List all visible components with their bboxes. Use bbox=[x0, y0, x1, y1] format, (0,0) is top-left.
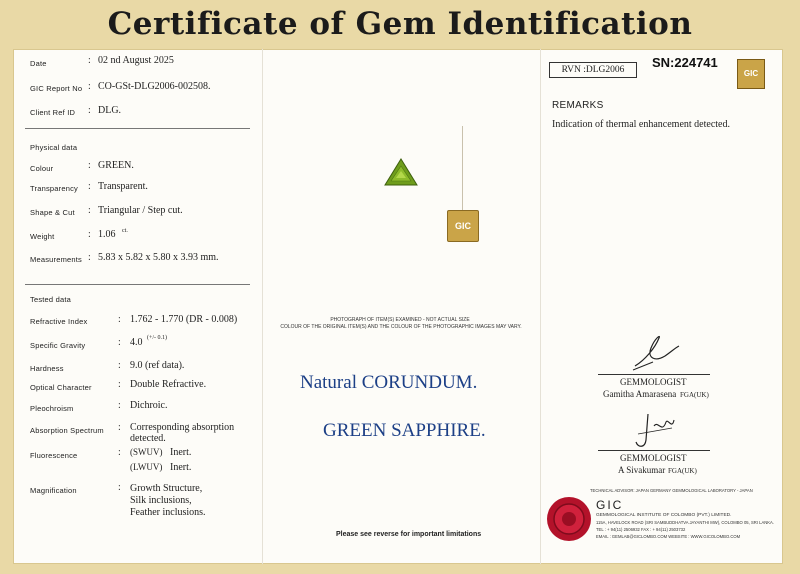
colon: : bbox=[118, 482, 121, 493]
client-ref-value: DLG. bbox=[98, 105, 122, 116]
colon: : bbox=[88, 205, 91, 216]
absorption-value-line1: Corresponding absorption bbox=[130, 422, 235, 433]
magnification-value-line2: Silk inclusions, bbox=[130, 495, 192, 506]
signature-line-2 bbox=[598, 450, 710, 451]
sg-tolerance: (+/- 0.1) bbox=[147, 335, 168, 341]
physical-heading: Physical data bbox=[30, 143, 78, 152]
remarks-text: Indication of thermal enhancement detected. bbox=[552, 119, 730, 130]
colon: : bbox=[88, 81, 91, 92]
transparency-label: Transparency bbox=[30, 184, 78, 193]
colour-value: GREEN. bbox=[98, 160, 134, 171]
lwuv-label: (LWUV) bbox=[130, 462, 163, 472]
transparency-value: Transparent. bbox=[98, 181, 148, 192]
photo-note-line2: COLOUR OF THE ORIGINAL ITEM(S) AND THE COLOUR OF THE PHOTOGRAPHIC IMAGES MAY VARY. bbox=[280, 324, 522, 330]
colon: : bbox=[88, 160, 91, 171]
fold-line-right bbox=[540, 49, 541, 564]
photo-note-line1: PHOTOGRAPH OF ITEM(S) EXAMINED - NOT ACTUAL SIZE bbox=[330, 317, 470, 323]
rvn-box: RVN :DLG2006 bbox=[549, 62, 637, 78]
result-variety: GREEN SAPPHIRE. bbox=[323, 420, 486, 441]
fold-line-left bbox=[262, 49, 263, 564]
measurements-label: Measurements bbox=[30, 255, 83, 264]
colon: : bbox=[88, 105, 91, 116]
measurements-value: 5.83 x 5.82 x 5.80 x 3.93 mm. bbox=[98, 252, 219, 263]
pleochroism-value: Dichroic. bbox=[130, 400, 168, 411]
hardness-value: 9.0 (ref data). bbox=[130, 360, 185, 371]
wax-seal bbox=[545, 495, 593, 543]
optical-value: Double Refractive. bbox=[130, 379, 207, 390]
sg-label: Specific Gravity bbox=[30, 341, 86, 350]
org-name: GEMMOLOGICAL INSTITUTE OF COLOMBO (PVT.) LIMITED. bbox=[596, 513, 732, 518]
swuv-value: Inert. bbox=[170, 447, 192, 458]
gemmologist-2-title: GEMMOLOGIST bbox=[620, 453, 687, 463]
magnification-value-line1: Growth Structure, bbox=[130, 483, 203, 494]
fluorescence-label: Fluorescence bbox=[30, 451, 78, 460]
gic-logo: GIC bbox=[737, 59, 765, 89]
org-email-website: EMAIL : GEMLAB@GICLOMBO.COM WEBSITE : WWW.GICOLOMBO.COM bbox=[596, 534, 741, 539]
lwuv-value: Inert. bbox=[170, 462, 192, 473]
gemmologist-1-credential: FGA(UK) bbox=[680, 391, 709, 399]
sg-value: 4.0 bbox=[130, 337, 143, 348]
magnification-value-line3: Feather inclusions. bbox=[130, 507, 206, 518]
signature-gemmologist-1 bbox=[625, 332, 685, 377]
weight-unit: ct. bbox=[122, 228, 128, 234]
org-address: 115A, HAVELOCK ROAD (SRI SAMBUDDHATVA JAYANTHI MW), COLOMBO 05, SRI LANKA. bbox=[596, 520, 775, 525]
photo-pointer-line bbox=[462, 126, 463, 211]
absorption-label: Absorption Spectrum bbox=[30, 426, 104, 435]
weight-value: 1.06 bbox=[98, 229, 116, 240]
pleochroism-label: Pleochroism bbox=[30, 404, 74, 413]
signature-gemmologist-2 bbox=[628, 410, 678, 452]
optical-label: Optical Character bbox=[30, 383, 92, 392]
shape-value: Triangular / Step cut. bbox=[98, 205, 183, 216]
tested-heading: Tested data bbox=[30, 295, 71, 304]
client-ref-label: Client Ref ID bbox=[30, 108, 76, 117]
absorption-value-line2: detected. bbox=[130, 433, 166, 444]
colon: : bbox=[88, 252, 91, 263]
ri-value: 1.762 - 1.770 (DR - 0.008) bbox=[130, 314, 238, 325]
divider bbox=[25, 128, 250, 129]
colon: : bbox=[118, 400, 121, 411]
colon: : bbox=[88, 229, 91, 240]
hologram-stamp: GIC bbox=[447, 210, 479, 242]
colon: : bbox=[88, 55, 91, 66]
divider bbox=[25, 284, 250, 285]
colon: : bbox=[88, 181, 91, 192]
hardness-label: Hardness bbox=[30, 364, 64, 373]
weight-label: Weight bbox=[30, 232, 55, 241]
ri-label: Refractive Index bbox=[30, 317, 88, 326]
report-no-value: CO-GSt-DLG2006-002508. bbox=[98, 81, 211, 92]
colon: : bbox=[118, 360, 121, 371]
remarks-heading: REMARKS bbox=[552, 100, 604, 111]
result-species: Natural CORUNDUM. bbox=[300, 372, 478, 393]
gemmologist-1-name: Gamitha Amarasena bbox=[603, 389, 677, 399]
serial-number: SN:224741 bbox=[652, 55, 718, 70]
colon: : bbox=[118, 337, 121, 348]
shape-label: Shape & Cut bbox=[30, 208, 75, 217]
swuv-label: (SWUV) bbox=[130, 447, 163, 457]
gemmologist-2-credential: FGA(UK) bbox=[668, 467, 697, 475]
certificate-title: Certificate of Gem Identification bbox=[107, 6, 693, 42]
gemmologist-1-title: GEMMOLOGIST bbox=[620, 377, 687, 387]
colon: : bbox=[118, 447, 121, 458]
colon: : bbox=[118, 422, 121, 433]
magnification-label: Magnification bbox=[30, 486, 77, 495]
report-no-label: GIC Report No bbox=[30, 84, 83, 93]
reverse-note: Please see reverse for important limitations bbox=[336, 531, 482, 538]
gem-photo bbox=[384, 158, 418, 186]
technical-advisor: TECHNICAL ADVISOR: JAPAN GERMANY GEMMOLOGICAL LABORATORY - JAPAN bbox=[590, 488, 753, 493]
date-label: Date bbox=[30, 59, 47, 68]
signature-line-1 bbox=[598, 374, 710, 375]
date-value: 02 nd August 2025 bbox=[98, 55, 174, 66]
colon: : bbox=[118, 314, 121, 325]
colour-label: Colour bbox=[30, 164, 54, 173]
org-phone-fax: TEL : + 94(11) 2506932 FAX : + 94(11) 2503732 bbox=[596, 527, 686, 532]
colon: : bbox=[118, 379, 121, 390]
org-short-name: GIC bbox=[596, 498, 624, 512]
gemmologist-2-name: A Sivakumar bbox=[618, 465, 666, 475]
